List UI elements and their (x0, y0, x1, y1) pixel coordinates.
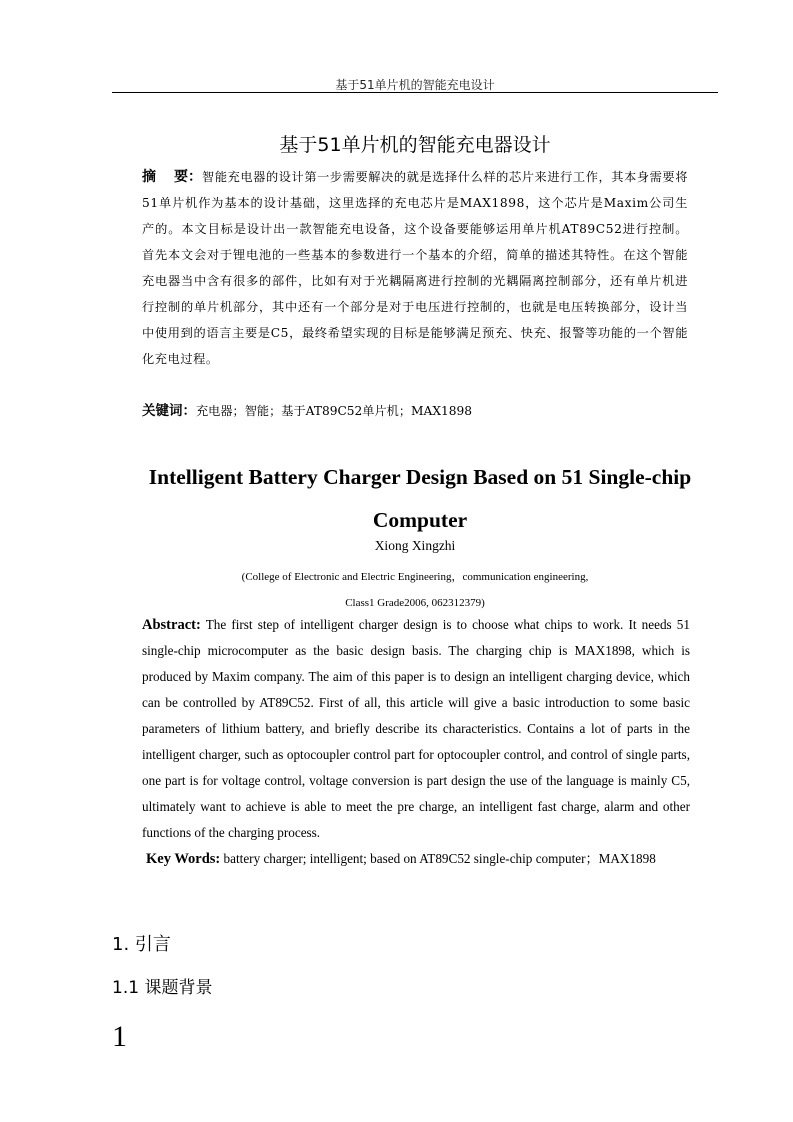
english-abstract (142, 612, 690, 846)
chinese-abstract-text: 智能充电器的设计第一步需要解决的就是选择什么样的芯片来进行工作，其本身需要将51单片机作为基本的设计基础，这里选择的充电芯片是MAX1898，这个芯片是Maxim公司生产的。本文目标是设计出一款智能充电设备，这个设备要能够运用单片机AT89C52进行控制。首先本文会对于锂电池的一些基本的参数进行一个基本的介绍，简单的描述其特性。在这个智能充电器当中含有很多的部件，比如有对于光耦隔离进行控制的光耦隔离控制部分，还有单片机进行控制的单片机部分，其中还有一个部分是对于电压进行控制的，也就是电压转换部分，设计当中使用到的语言主要是C5，最终希望实现的目标是能够满足预充、快充、报警等功能的一个智能化充电过程。 (142, 170, 689, 366)
chinese-keywords (142, 399, 688, 419)
running-header: 基于51单片机的智能充电设计 (335, 78, 495, 92)
chinese-abstract-label-2: 要： (174, 169, 203, 185)
chinese-keywords-label: 关键词： (142, 403, 196, 419)
english-title: Intelligent Battery Charger Design Based on 51 Single-chip Computer (148, 465, 692, 532)
chinese-title: 基于51单片机的智能充电器设计 (279, 134, 551, 156)
english-keywords-label: Key Words: (146, 851, 221, 867)
author-name: Xiong Xingzhi (374, 538, 456, 553)
english-keywords (146, 848, 694, 868)
chinese-keywords-text: 充电器；智能；基于AT89C52单片机；MAX1898 (196, 404, 473, 418)
section-heading-1: 1. 引言 (112, 934, 171, 955)
chinese-abstract (142, 164, 688, 372)
header-rule (112, 92, 718, 93)
affiliation-line-1: (College of Electronic and Electric Engineering，communication engineering, (241, 571, 589, 583)
english-abstract-label: Abstract: (142, 617, 201, 633)
page-number: 1 (112, 1020, 127, 1053)
affiliation-line-2: Class1 Grade2006, 062312379) (345, 597, 485, 609)
chinese-abstract-label-1: 摘 (142, 169, 157, 185)
english-keywords-text: battery charger; intelligent; based on AT89C52 single-chip computer；MAX1898 (223, 851, 656, 866)
author-affiliation (140, 564, 690, 616)
english-abstract-text: The first step of intelligent charger design is to choose what chips to work. It needs 51 single-chip microcomputer as the basic design basis. The charging chip is MAX1898, which is produced by Maxim company. The aim of this paper is to design an intelligent charging device, which can be controlled by AT89C52. First of all, this article will give a basic introduction to some basic parameters of lithium battery, and briefly describe its characteristics. Contains a lot of parts in the intelligent charger, such as optocoupler control part for optocoupler control, and control of single parts, one part is for voltage control, voltage conversion is part design the use of the language is mainly C5, ultimately want to achieve is able to meet the pre charge, an intelligent fast charge, alarm and other functions of the charging process. (142, 617, 690, 840)
section-heading-1-1: 1.1 课题背景 (112, 978, 213, 998)
